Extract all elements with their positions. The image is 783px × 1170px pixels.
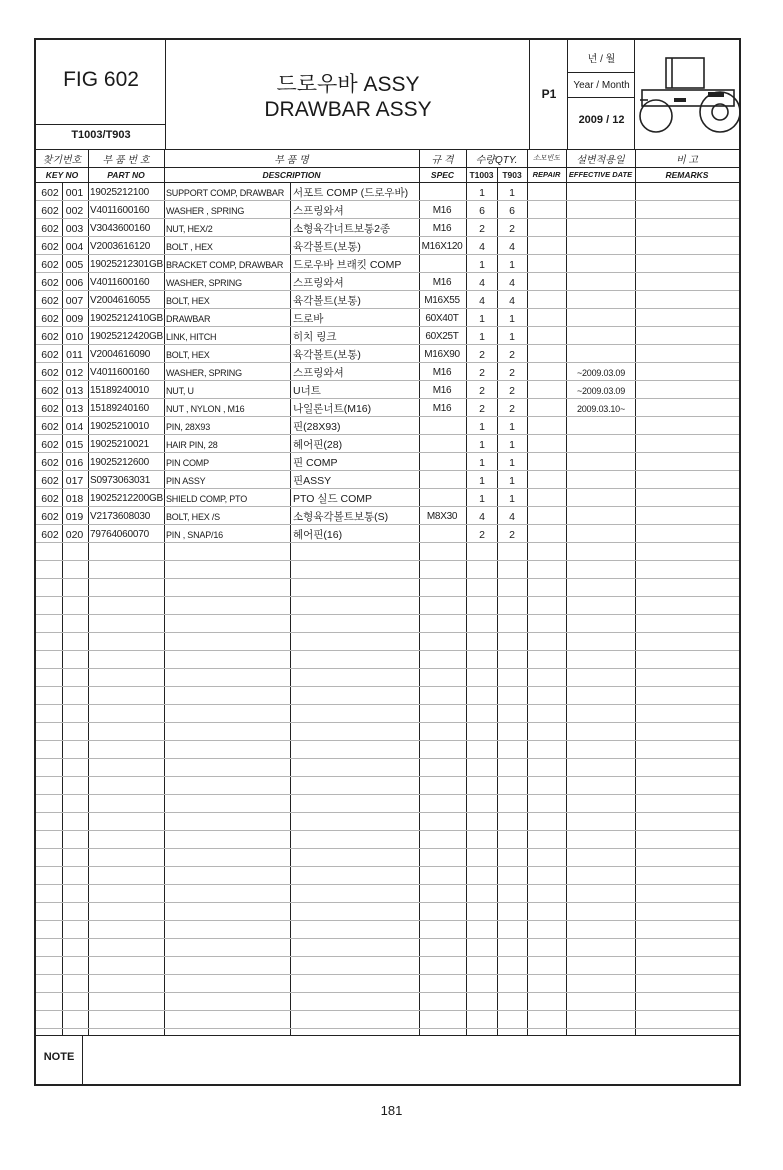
effective-date	[566, 526, 636, 544]
qty-t903: 1	[509, 493, 515, 505]
effective-date	[566, 472, 636, 490]
effective-date	[566, 238, 636, 256]
description-ko: 드로바	[293, 313, 324, 325]
description-ko: 핀 COMP	[293, 457, 338, 469]
description-en: WASHER , SPRING	[166, 206, 245, 216]
key-number: 007	[65, 295, 84, 307]
part-number: 19025212420GB	[90, 331, 163, 342]
col-spec-en: SPEC	[430, 170, 455, 180]
key-number: 020	[65, 529, 84, 541]
spec: M16X55	[424, 295, 460, 306]
spec: M16X120	[421, 241, 463, 252]
qty-t1003: 1	[479, 259, 485, 271]
qty-t1003: 2	[479, 385, 485, 397]
ruled-line	[36, 578, 739, 579]
ruled-line	[36, 1010, 739, 1011]
qty-t903: 4	[509, 295, 515, 307]
spec: M16	[432, 205, 452, 216]
table-row	[36, 508, 739, 526]
effective-date	[566, 274, 636, 292]
qty-t1003: 1	[479, 457, 485, 469]
effective-date	[566, 436, 636, 454]
qty-t903: 2	[509, 385, 515, 397]
key-number: 016	[65, 457, 84, 469]
description-ko: 스프링와셔	[293, 205, 344, 217]
effective-date	[566, 292, 636, 310]
qty-t903: 1	[509, 187, 515, 199]
description-en: BOLT, HEX	[166, 350, 210, 360]
qty-t1003: 2	[479, 367, 485, 379]
qty-t903: 2	[509, 529, 515, 541]
key-number: 011	[66, 349, 83, 361]
table-row	[36, 418, 739, 436]
key-fig: 602	[41, 439, 59, 451]
spec: M16	[432, 277, 452, 288]
spec	[420, 454, 464, 472]
key-number: 009	[65, 313, 84, 325]
key-fig: 602	[41, 529, 59, 541]
qty-t903: 2	[509, 223, 515, 235]
description-en: WASHER, SPRING	[166, 278, 242, 288]
description-en: PIN ASSY	[166, 476, 206, 486]
ruled-line	[36, 992, 739, 993]
spec	[420, 184, 464, 202]
col-key-ko: 찾기번호	[42, 155, 82, 166]
effective-date	[566, 310, 636, 328]
col-desc-en: DESCRIPTION	[262, 170, 321, 180]
effective-date	[566, 454, 636, 472]
description-en: DRAWBAR	[166, 314, 211, 324]
table-row	[36, 472, 739, 490]
effective-date	[566, 490, 636, 508]
qty-t1003: 2	[479, 349, 485, 361]
qty-t903: 4	[509, 277, 515, 289]
ruled-line	[36, 776, 739, 777]
ruled-line	[36, 830, 739, 831]
part-number: 19025212301GB	[90, 259, 163, 270]
table-row	[36, 328, 739, 346]
ruled-line	[36, 884, 739, 885]
col-effective-en: EFFECTIVE DATE	[568, 170, 633, 179]
description-ko: 육각볼트(보통)	[293, 295, 361, 307]
effective-date: ~2009.03.09	[576, 386, 626, 396]
key-fig: 602	[41, 385, 59, 397]
key-number: 013	[65, 385, 84, 397]
part-number: V2004616090	[90, 349, 151, 360]
note-label: NOTE	[43, 1051, 75, 1063]
col-spec-ko: 규 격	[431, 155, 454, 166]
effective-date	[566, 346, 636, 364]
ruled-line	[36, 812, 739, 813]
ruled-line	[36, 704, 739, 705]
qty-t903: 2	[509, 349, 515, 361]
description-ko: 헤어핀(28)	[293, 439, 343, 451]
key-number: 001	[65, 187, 84, 199]
key-number: 017	[65, 475, 84, 487]
part-number: 19025210010	[90, 421, 149, 432]
col-repair-ko: 소모빈도	[532, 155, 561, 162]
description-ko: 드로우바 브래킷 COMP	[293, 259, 402, 271]
description-en: WASHER, SPRING	[166, 368, 242, 378]
ruled-line	[36, 686, 739, 687]
effective-date: 2009.03.10~	[576, 404, 626, 414]
key-fig: 602	[41, 493, 59, 505]
effective-date	[566, 220, 636, 238]
description-ko: 육각볼트(보통)	[293, 241, 361, 253]
effective-date	[566, 328, 636, 346]
key-number: 013	[65, 403, 84, 415]
col-repair-en: REPAIR	[532, 170, 561, 179]
parts-list-sheet	[34, 38, 741, 1086]
description-en: NUT, HEX/2	[166, 224, 213, 234]
description-en: BOLT , HEX	[166, 242, 213, 252]
key-fig: 602	[41, 475, 59, 487]
key-number: 003	[65, 223, 84, 235]
spec	[420, 436, 464, 454]
part-number: V4011600160	[90, 367, 150, 378]
ruled-line	[36, 794, 739, 795]
part-number: V2004616055	[90, 295, 151, 306]
description-en: SHIELD COMP, PTO	[166, 494, 247, 504]
effective-date	[566, 418, 636, 436]
title-english: DRAWBAR ASSY	[264, 98, 432, 121]
qty-t1003: 1	[479, 475, 485, 487]
qty-t1003: 1	[479, 493, 485, 505]
qty-t903: 6	[509, 205, 515, 217]
col-qty: 수량QTY.	[475, 155, 518, 166]
spec	[420, 490, 464, 508]
key-number: 004	[65, 241, 84, 253]
spec	[420, 256, 464, 274]
key-fig: 602	[41, 259, 59, 271]
description-en: BRACKET COMP, DRAWBAR	[166, 260, 284, 270]
ruled-line	[36, 1028, 739, 1029]
table-row	[36, 238, 739, 256]
part-number: 19025212410GB	[90, 313, 163, 324]
col-part-en: PART NO	[107, 170, 145, 180]
part-number: V4011600160	[90, 277, 150, 288]
key-number: 015	[65, 439, 84, 451]
ruled-line	[36, 740, 739, 741]
key-number: 006	[65, 277, 84, 289]
table-row	[36, 436, 739, 454]
qty-t903: 1	[509, 259, 515, 271]
effective-date	[566, 508, 636, 526]
part-number: V4011600160	[90, 205, 150, 216]
spec	[420, 418, 464, 436]
ruled-line	[36, 560, 739, 561]
effective-date	[566, 202, 636, 220]
spec: M16	[432, 223, 452, 234]
table-row	[36, 184, 739, 202]
description-ko: PTO 실드 COMP	[293, 493, 373, 505]
qty-t1003: 2	[479, 403, 485, 415]
description-en: PIN COMP	[166, 458, 209, 468]
col-part-ko: 부 품 번 호	[102, 155, 150, 166]
key-fig: 602	[41, 241, 59, 253]
model-codes: T1003/T903	[71, 129, 131, 141]
qty-t903: 1	[509, 457, 515, 469]
page-code: P1	[541, 87, 557, 101]
part-number: 19025212200GB	[90, 493, 163, 504]
ruled-line	[36, 596, 739, 597]
key-fig: 602	[41, 223, 59, 235]
description-en: LINK, HITCH	[166, 332, 217, 342]
col-qty-t1003: T1003	[469, 170, 494, 180]
key-number: 019	[65, 511, 84, 523]
page-number: 181	[380, 1103, 403, 1118]
qty-t1003: 1	[479, 331, 485, 343]
description-en: BOLT, HEX	[166, 296, 210, 306]
col-qty-t903: T903	[502, 170, 522, 180]
description-en: NUT, U	[166, 386, 194, 396]
table-row	[36, 364, 739, 382]
qty-t903: 1	[509, 313, 515, 325]
tractor-illustration	[636, 48, 740, 140]
revision-date: 2009 / 12	[578, 114, 625, 126]
key-fig: 602	[41, 457, 59, 469]
col-key-en: KEY NO	[45, 170, 79, 180]
description-ko: 스프링와셔	[293, 367, 344, 379]
key-fig: 602	[41, 331, 59, 343]
qty-t1003: 1	[479, 421, 485, 433]
part-number: 15189240010	[90, 385, 149, 396]
key-fig: 602	[41, 403, 59, 415]
spec: M8X30	[426, 511, 458, 522]
key-fig: 602	[41, 511, 59, 523]
col-effective-ko: 설변적용일	[576, 155, 625, 166]
description-en: PIN , SNAP/16	[166, 530, 223, 540]
part-number: 19025212600	[90, 457, 149, 468]
table-row	[36, 490, 739, 508]
key-number: 014	[65, 421, 84, 433]
ruled-line	[36, 758, 739, 759]
qty-t903: 1	[509, 439, 515, 451]
part-number: V2003616120	[90, 241, 151, 252]
description-ko: 핀(28X93)	[293, 421, 341, 433]
ruled-line	[36, 668, 739, 669]
qty-t1003: 4	[479, 241, 485, 253]
spec: M16	[432, 367, 452, 378]
qty-t1003: 4	[479, 511, 485, 523]
qty-t1003: 1	[479, 439, 485, 451]
description-en: BOLT, HEX /S	[166, 512, 220, 522]
description-en: PIN, 28X93	[166, 422, 211, 432]
year-month-en: Year / Month	[573, 80, 630, 91]
col-remarks-ko: 비 고	[675, 155, 699, 166]
ruled-line	[36, 614, 739, 615]
table-row	[36, 400, 739, 418]
description-en: NUT , NYLON , M16	[166, 404, 245, 414]
spec: M16	[432, 385, 452, 396]
key-fig: 602	[41, 277, 59, 289]
ruled-line	[36, 974, 739, 975]
qty-t1003: 4	[479, 277, 485, 289]
key-fig: 602	[41, 313, 59, 325]
key-fig: 602	[41, 421, 59, 433]
description-ko: 스프링와셔	[293, 277, 344, 289]
description-ko: 헤어핀(16)	[293, 529, 343, 541]
table-row	[36, 274, 739, 292]
qty-t903: 4	[509, 241, 515, 253]
table-row	[36, 526, 739, 544]
qty-t1003: 6	[479, 205, 485, 217]
key-number: 012	[65, 367, 84, 379]
description-ko: 핀ASSY	[293, 475, 332, 487]
table-row	[36, 256, 739, 274]
ruled-line	[36, 938, 739, 939]
description-en: HAIR PIN, 28	[166, 440, 218, 450]
key-number: 018	[65, 493, 84, 505]
part-number: 79764060070	[90, 529, 149, 540]
part-number: 19025212100	[90, 187, 149, 198]
qty-t903: 2	[509, 403, 515, 415]
description-ko: 육각볼트(보통)	[293, 349, 361, 361]
ruled-line	[36, 848, 739, 849]
description-en: SUPPORT COMP, DRAWBAR	[166, 188, 284, 198]
table-row	[36, 292, 739, 310]
description-ko: 소형육각너트보통2종	[293, 223, 391, 235]
table-row	[36, 220, 739, 238]
spec: 60X40T	[425, 313, 459, 324]
qty-t1003: 1	[479, 187, 485, 199]
col-desc-ko: 부 품 명	[274, 155, 309, 166]
table-row	[36, 454, 739, 472]
effective-date	[566, 256, 636, 274]
qty-t903: 1	[509, 331, 515, 343]
key-fig: 602	[41, 367, 59, 379]
key-number: 002	[65, 205, 84, 217]
qty-t1003: 2	[479, 529, 485, 541]
fig-number: FIG 602	[63, 68, 139, 91]
effective-date: ~2009.03.09	[576, 368, 626, 378]
year-month-ko: 년 / 월	[587, 54, 616, 65]
col-remarks-en: REMARKS	[665, 170, 709, 180]
ruled-line	[36, 956, 739, 957]
spec: 60X25T	[425, 331, 459, 342]
spec	[420, 526, 464, 544]
key-fig: 602	[41, 295, 59, 307]
ruled-line	[36, 920, 739, 921]
qty-t903: 2	[509, 367, 515, 379]
ruled-line	[36, 866, 739, 867]
description-ko: 나일론너트(M16)	[293, 403, 372, 415]
key-fig: 602	[41, 349, 59, 361]
part-number: 15189240160	[90, 403, 149, 414]
table-row	[36, 202, 739, 220]
part-number: S0973063031	[90, 475, 151, 486]
description-ko: 소형육각볼트보통(S)	[293, 511, 389, 523]
spec: M16	[432, 403, 452, 414]
key-fig: 602	[41, 187, 59, 199]
qty-t903: 1	[509, 475, 515, 487]
spec: M16X90	[424, 349, 460, 360]
qty-t1003: 2	[479, 223, 485, 235]
ruled-line	[36, 902, 739, 903]
qty-t903: 1	[509, 421, 515, 433]
ruled-line	[36, 722, 739, 723]
table-row	[36, 382, 739, 400]
qty-t1003: 1	[479, 313, 485, 325]
title-korean: 드로우바 ASSY	[276, 73, 420, 96]
key-fig: 602	[41, 205, 59, 217]
description-ko: U너트	[293, 385, 321, 397]
ruled-line	[36, 632, 739, 633]
ruled-line	[36, 650, 739, 651]
description-ko: 히치 링크	[293, 331, 337, 343]
qty-t903: 4	[509, 511, 515, 523]
table-row	[36, 310, 739, 328]
key-number: 010	[65, 331, 84, 343]
spec	[420, 472, 464, 490]
qty-t1003: 4	[479, 295, 485, 307]
description-ko: 서포트 COMP (드로우바)	[293, 187, 409, 199]
key-number: 005	[65, 259, 84, 271]
table-row	[36, 346, 739, 364]
part-number: V3043600160	[90, 223, 151, 234]
part-number: V2173608030	[90, 511, 151, 522]
part-number: 19025210021	[90, 439, 149, 450]
effective-date	[566, 184, 636, 202]
